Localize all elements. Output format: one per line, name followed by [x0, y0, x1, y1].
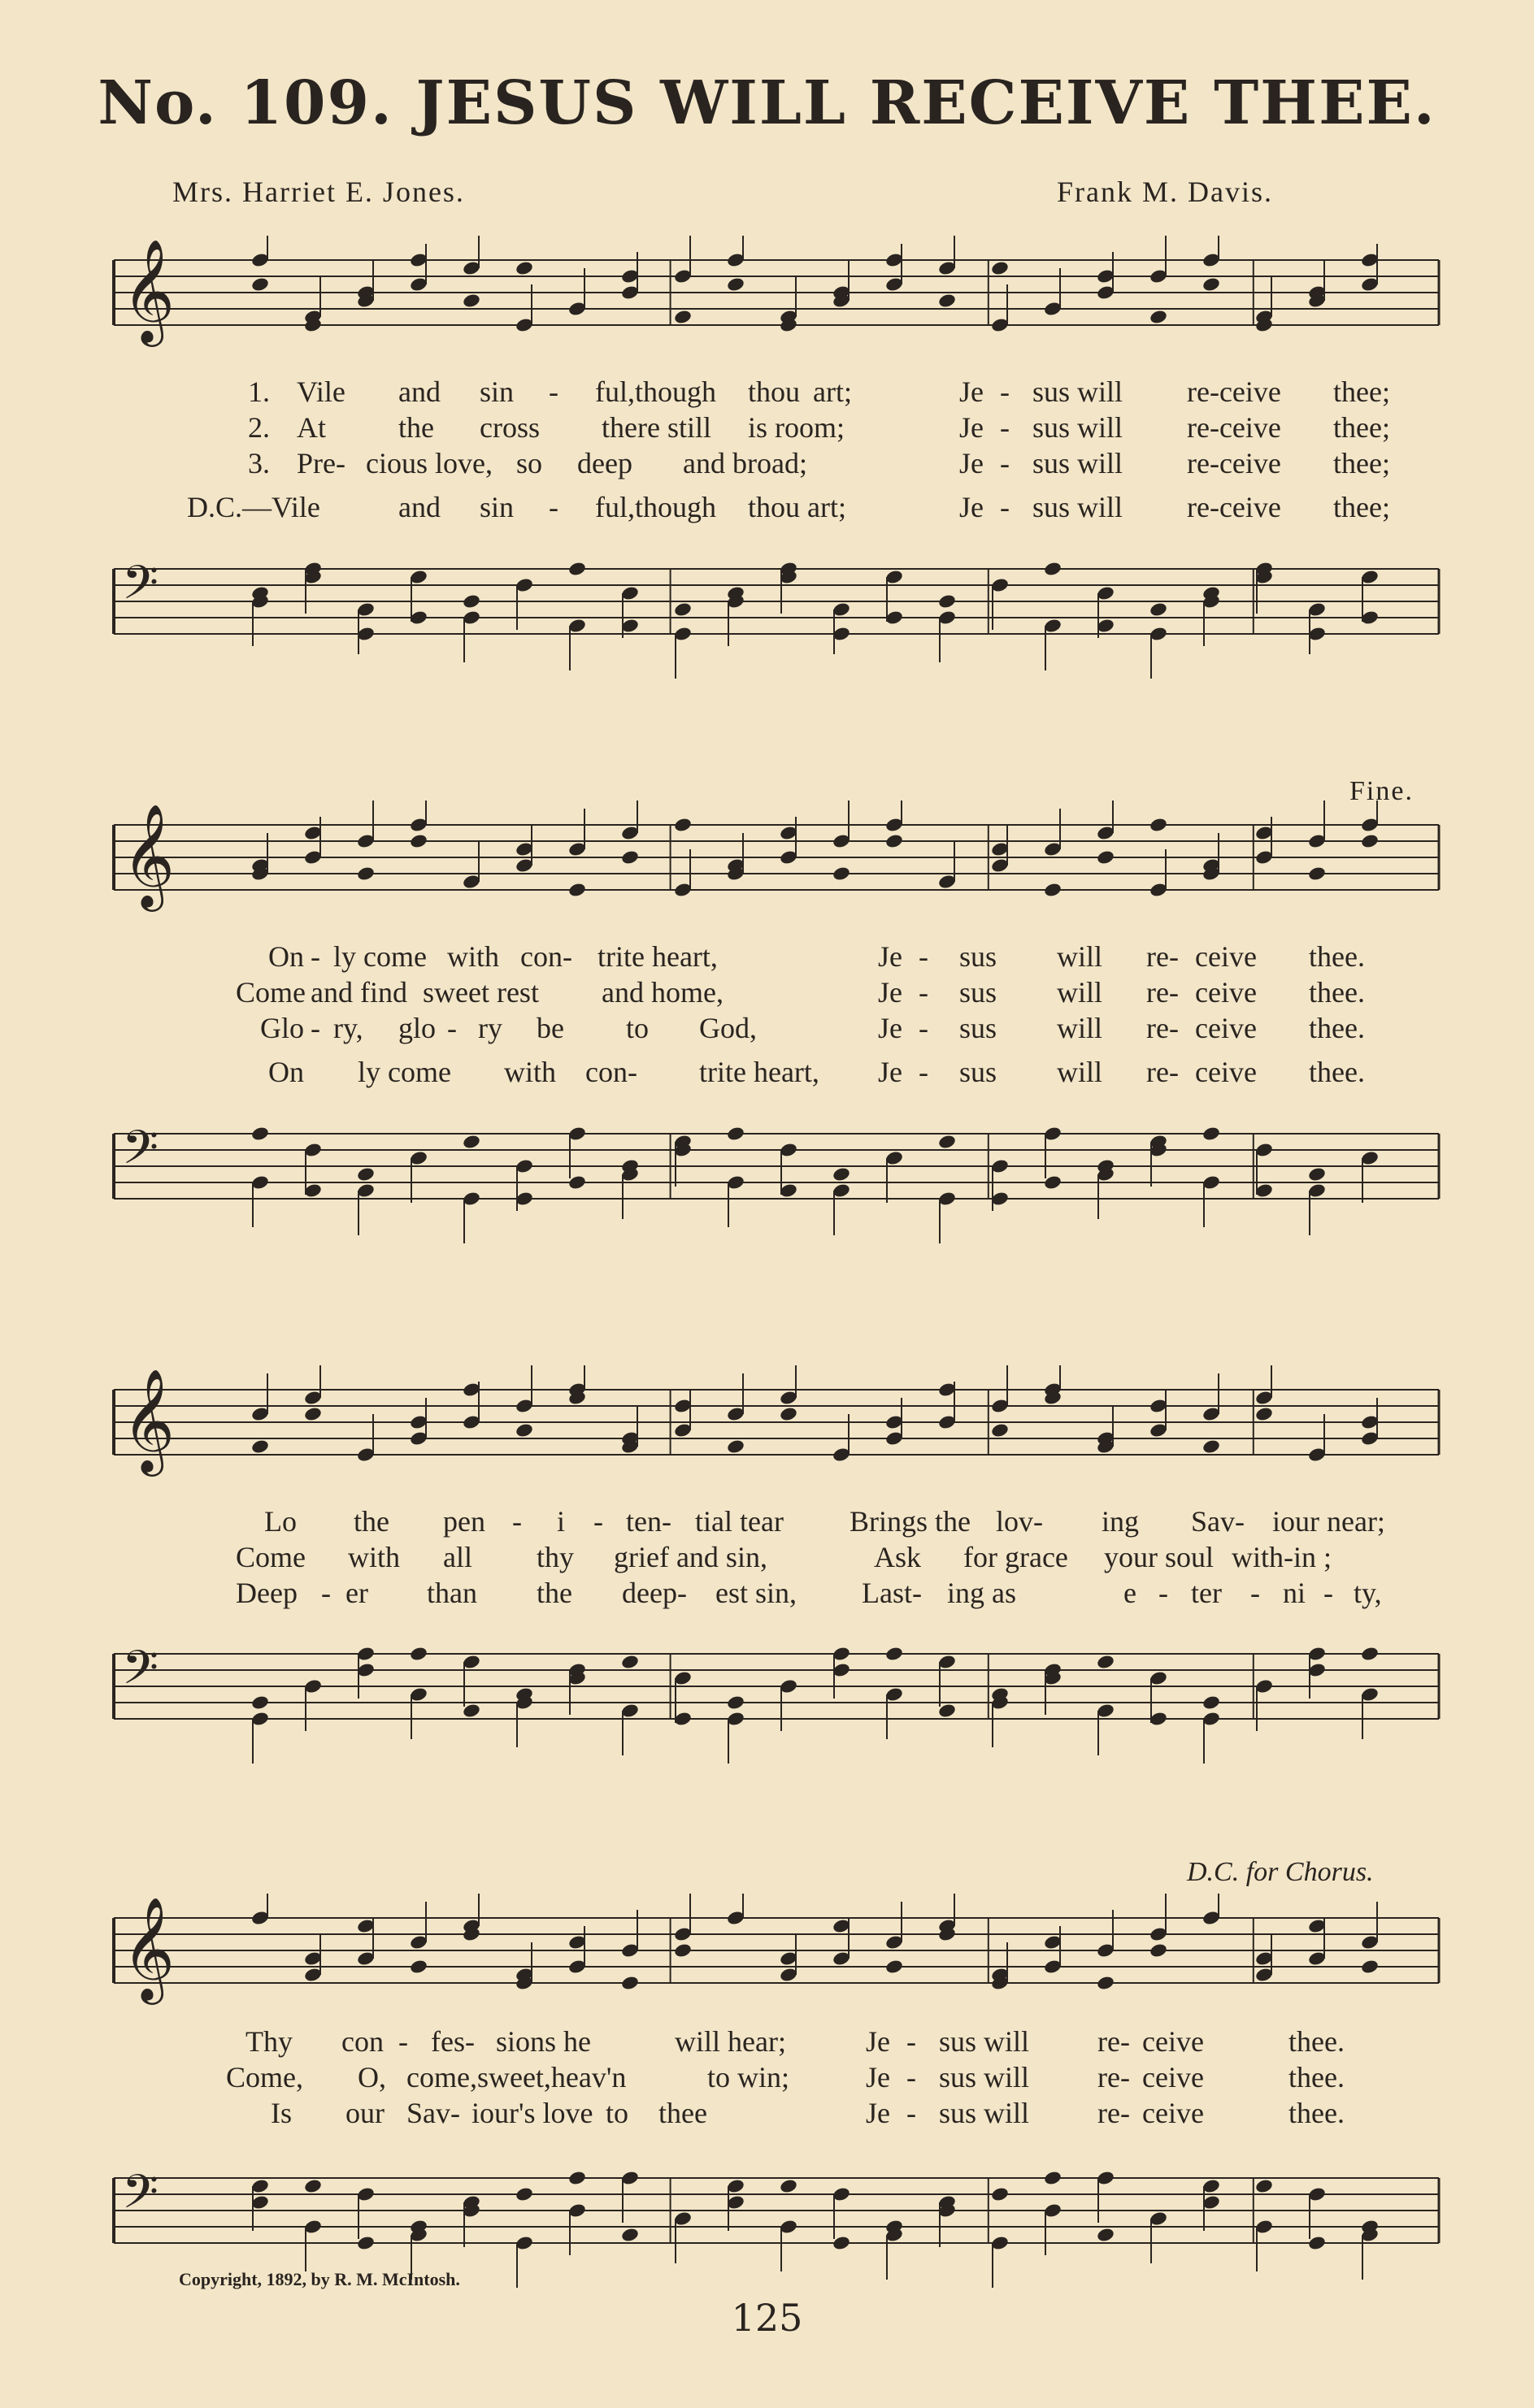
- lyric-line: Come: [236, 976, 306, 1009]
- lyric-line: -: [398, 2025, 408, 2058]
- lyric-line: -: [1158, 1577, 1168, 1609]
- lyric-line: 2.: [248, 411, 270, 444]
- bass-staff: [98, 545, 1447, 707]
- lyric-line: Thy: [246, 2025, 293, 2058]
- lyric-line: -: [1323, 1577, 1333, 1609]
- lyric-line: er: [345, 1577, 368, 1609]
- lyric-line: to: [626, 1012, 650, 1044]
- lyric-line: lov-: [996, 1505, 1043, 1538]
- lyric-line: -: [593, 1505, 603, 1538]
- lyric-line: than: [427, 1577, 477, 1609]
- lyric-line: thee.: [1309, 1056, 1365, 1088]
- lyric-line: thy: [537, 1541, 575, 1573]
- lyric-line: all: [443, 1541, 472, 1573]
- lyric-line: i: [557, 1505, 566, 1538]
- lyric-line: deep: [577, 447, 632, 479]
- lyric-line: tial tear: [695, 1505, 784, 1538]
- lyric-line: re-ceive: [1187, 491, 1281, 523]
- lyric-line: God,: [699, 1012, 757, 1044]
- svg-text:𝄞: 𝄞: [122, 1368, 176, 1472]
- lyric-line: thee.: [1288, 2061, 1345, 2093]
- lyric-line: con-: [585, 1056, 637, 1088]
- lyric-line: D.C.—Vile: [187, 491, 320, 523]
- lyric-line: re-ceive: [1187, 411, 1281, 444]
- lyric-line: On: [268, 940, 304, 973]
- verse-2-lyrics: [98, 410, 1447, 445]
- lyric-line: -: [1000, 411, 1010, 444]
- lyric-line: ceive: [1142, 2061, 1204, 2093]
- lyric-line: Je: [878, 940, 902, 973]
- lyric-line: Je: [866, 2025, 890, 2058]
- lyric-line: re-: [1146, 1056, 1179, 1088]
- lyric-line: Je: [866, 2097, 890, 2129]
- lyric-line: sus: [959, 976, 997, 1009]
- lyric-line: and: [398, 375, 441, 408]
- lyric-line: -: [906, 2061, 916, 2093]
- lyric-line: Last-: [862, 1577, 922, 1609]
- lyric-line: 1.: [248, 375, 270, 408]
- lyric-line: and home,: [602, 976, 724, 1009]
- lyric-line: Sav-: [1191, 1505, 1245, 1538]
- lyric-line: for grace: [963, 1541, 1068, 1573]
- lyric-line: sus will: [939, 2061, 1030, 2093]
- verse-1-lyrics: [98, 2024, 1447, 2059]
- lyric-line: iour's love: [471, 2097, 593, 2129]
- lyric-line: thou: [748, 375, 801, 408]
- lyric-line: sus will: [939, 2025, 1030, 2058]
- lyric-line: sus will: [1032, 491, 1123, 523]
- lyric-line: thee;: [1333, 447, 1390, 479]
- lyric-line: Je: [959, 447, 984, 479]
- lyric-line: Je: [878, 1012, 902, 1044]
- lyric-line: sions he: [496, 2025, 591, 2058]
- lyric-line: cious love,: [366, 447, 493, 479]
- lyric-line: -: [1000, 447, 1010, 479]
- lyric-line: and broad;: [683, 447, 807, 479]
- lyric-line: ing: [1102, 1505, 1140, 1538]
- lyric-line: deep-: [622, 1577, 687, 1609]
- lyric-line: will: [1057, 976, 1103, 1009]
- verse-3-lyrics: [98, 1575, 1447, 1611]
- lyric-line: -: [549, 375, 558, 408]
- lyric-line: sin: [480, 491, 515, 523]
- lyric-line: the: [537, 1577, 572, 1609]
- lyric-line: Pre-: [297, 447, 345, 479]
- lyric-line: thee: [658, 2097, 707, 2129]
- lyric-line: ceive: [1142, 2025, 1204, 2058]
- lyric-line: Vile: [297, 375, 345, 408]
- verse-1-lyrics: [98, 1503, 1447, 1539]
- lyric-line: and find: [311, 976, 407, 1009]
- lyric-line: ceive: [1195, 1012, 1257, 1044]
- page-number: 125: [731, 2296, 803, 2340]
- lyric-line: ceive: [1195, 940, 1257, 973]
- lyric-line: re-: [1097, 2061, 1130, 2093]
- lyric-line: Lo: [264, 1505, 297, 1538]
- lyric-line: ly come: [333, 940, 427, 973]
- verse-2-lyrics: [98, 1539, 1447, 1575]
- lyric-line: sus: [959, 940, 997, 973]
- lyric-line: to win;: [707, 2061, 790, 2093]
- lyric-line: Ask: [874, 1541, 922, 1573]
- lyric-line: thee;: [1333, 375, 1390, 408]
- lyric-line: trite heart,: [598, 940, 718, 973]
- lyric-line: -: [906, 2025, 916, 2058]
- bass-staff: [98, 1629, 1447, 1792]
- lyric-line: ful,though: [595, 491, 716, 523]
- lyric-line: sus: [959, 1056, 997, 1088]
- dc-lyrics: [98, 1054, 1447, 1090]
- lyric-line: sus: [959, 1012, 997, 1044]
- svg-text:𝄢: 𝄢: [122, 2164, 159, 2231]
- lyric-line: thee.: [1309, 940, 1365, 973]
- lyric-line: will hear;: [675, 2025, 786, 2058]
- lyric-line: cross: [480, 411, 540, 444]
- lyric-line: ten-: [626, 1505, 671, 1538]
- lyric-line: sin: [480, 375, 515, 408]
- lyric-line: Je: [878, 976, 902, 1009]
- lyric-line: -: [919, 1012, 928, 1044]
- lyric-line: will: [1057, 1012, 1103, 1044]
- lyric-line: ing as: [947, 1577, 1016, 1609]
- lyric-line: Deep: [236, 1577, 298, 1609]
- lyric-line: Je: [866, 2061, 890, 2093]
- lyric-line: On: [268, 1056, 304, 1088]
- lyric-line: re-: [1146, 976, 1179, 1009]
- lyric-line: -: [906, 2097, 916, 2129]
- composer-credit: Frank M. Davis.: [1057, 176, 1273, 208]
- verse-1-lyrics: [98, 374, 1447, 410]
- lyric-line: thee.: [1288, 2097, 1345, 2129]
- lyric-line: art;: [813, 375, 852, 408]
- lyric-line: thee.: [1288, 2025, 1345, 2058]
- lyric-line: ter: [1191, 1577, 1222, 1609]
- lyric-line: -: [919, 976, 928, 1009]
- lyric-line: trite heart,: [699, 1056, 819, 1088]
- lyric-line: -: [321, 1577, 331, 1609]
- svg-text:𝄢: 𝄢: [122, 555, 159, 622]
- lyric-line: with: [348, 1541, 401, 1573]
- bass-staff: [98, 1109, 1447, 1272]
- lyric-line: there still: [602, 411, 711, 444]
- lyric-line: -: [1250, 1577, 1260, 1609]
- verse-2-lyrics: [98, 2059, 1447, 2095]
- lyric-line: pen: [443, 1505, 485, 1538]
- lyric-line: to: [606, 2097, 629, 2129]
- lyric-line: iour near;: [1272, 1505, 1385, 1538]
- lyric-line: will: [1057, 940, 1103, 973]
- svg-text:𝄞: 𝄞: [122, 238, 176, 342]
- lyric-line: your soul: [1104, 1541, 1214, 1573]
- dc-for-chorus-marker: D.C. for Chorus.: [1187, 1857, 1374, 1887]
- verse-1-lyrics: [98, 939, 1447, 974]
- svg-text:𝄞: 𝄞: [122, 1896, 176, 2000]
- lyric-line: sus will: [1032, 447, 1123, 479]
- lyric-line: sus will: [939, 2097, 1030, 2129]
- lyric-line: sus will: [1032, 375, 1123, 408]
- lyric-line: Is: [271, 2097, 292, 2129]
- lyric-line: -: [1000, 491, 1010, 523]
- lyric-line: thee.: [1309, 976, 1365, 1009]
- fine-marker: Fine.: [1349, 776, 1414, 806]
- lyric-line: with-in ;: [1232, 1541, 1332, 1573]
- lyric-line: ceive: [1195, 1056, 1257, 1088]
- lyric-line: ly come: [358, 1056, 451, 1088]
- lyric-line: est sin,: [715, 1577, 797, 1609]
- lyric-line: -: [1000, 375, 1010, 408]
- lyric-line: re-: [1146, 940, 1179, 973]
- svg-text:𝄢: 𝄢: [122, 1640, 159, 1707]
- lyric-line: ful,though: [595, 375, 716, 408]
- verse-3-lyrics: [98, 2095, 1447, 2131]
- hymn-title: No. 109. JESUS WILL RECEIVE THEE.: [98, 68, 1436, 138]
- bass-staff: [98, 2154, 1447, 2316]
- lyric-line: grief and sin,: [614, 1541, 767, 1573]
- lyric-line: Come: [236, 1541, 306, 1573]
- lyric-line: will: [1057, 1056, 1103, 1088]
- lyricist-credit: Mrs. Harriet E. Jones.: [172, 176, 465, 208]
- lyric-line: -: [919, 940, 928, 973]
- lyric-line: Sav-: [406, 2097, 460, 2129]
- lyric-line: re-: [1097, 2097, 1130, 2129]
- lyric-line: re-ceive: [1187, 447, 1281, 479]
- lyric-line: thee.: [1309, 1012, 1365, 1044]
- lyric-line: Je: [959, 375, 984, 408]
- lyric-line: with: [504, 1056, 557, 1088]
- lyric-line: -: [447, 1012, 457, 1044]
- svg-text:𝄞: 𝄞: [122, 803, 176, 907]
- lyric-line: come,sweet,heav'n: [406, 2061, 627, 2093]
- lyric-line: thou art;: [748, 491, 846, 523]
- lyric-line: with: [447, 940, 500, 973]
- lyric-line: Je: [959, 411, 984, 444]
- dc-lyrics: [98, 489, 1447, 525]
- lyric-line: Je: [878, 1056, 902, 1088]
- lyric-line: the: [354, 1505, 389, 1538]
- lyric-line: O,: [358, 2061, 386, 2093]
- lyric-line: sweet rest: [423, 976, 539, 1009]
- verse-3-lyrics: [98, 1010, 1447, 1046]
- lyric-line: ty,: [1354, 1577, 1382, 1609]
- lyric-line: re-: [1097, 2025, 1130, 2058]
- lyric-line: sus will: [1032, 411, 1123, 444]
- lyric-line: -: [919, 1056, 928, 1088]
- svg-text:𝄢: 𝄢: [122, 1120, 159, 1187]
- lyric-line: Brings the: [850, 1505, 971, 1538]
- lyric-line: fes-: [431, 2025, 475, 2058]
- copyright-notice: Copyright, 1892, by R. M. McIntosh.: [179, 2269, 460, 2289]
- lyric-line: thee;: [1333, 491, 1390, 523]
- lyric-line: glo: [398, 1012, 437, 1044]
- lyric-line: e: [1123, 1577, 1136, 1609]
- lyric-line: and: [398, 491, 441, 523]
- lyric-line: thee;: [1333, 411, 1390, 444]
- lyric-line: be: [537, 1012, 564, 1044]
- lyric-line: so: [516, 447, 543, 479]
- lyric-line: ceive: [1142, 2097, 1204, 2129]
- lyric-line: re-: [1146, 1012, 1179, 1044]
- lyric-line: is room;: [748, 411, 845, 444]
- lyric-line: ry,: [333, 1012, 363, 1044]
- lyric-line: ni: [1283, 1577, 1306, 1609]
- lyric-line: Je: [959, 491, 984, 523]
- lyric-line: ceive: [1195, 976, 1257, 1009]
- lyric-line: Glo: [260, 1012, 304, 1044]
- lyric-line: con: [341, 2025, 384, 2058]
- lyric-line: 3.: [248, 447, 270, 479]
- lyric-line: -: [512, 1505, 522, 1538]
- lyric-line: the: [398, 411, 434, 444]
- lyric-line: our: [345, 2097, 385, 2129]
- lyric-line: -: [311, 940, 320, 973]
- lyric-line: Come,: [226, 2061, 303, 2093]
- lyric-line: -: [311, 1012, 320, 1044]
- verse-3-lyrics: [98, 445, 1447, 481]
- lyric-line: ry: [478, 1012, 502, 1044]
- lyric-line: -: [549, 491, 558, 523]
- lyric-line: con-: [520, 940, 572, 973]
- lyric-line: re-ceive: [1187, 375, 1281, 408]
- verse-2-lyrics: [98, 974, 1447, 1010]
- lyric-line: At: [297, 411, 326, 444]
